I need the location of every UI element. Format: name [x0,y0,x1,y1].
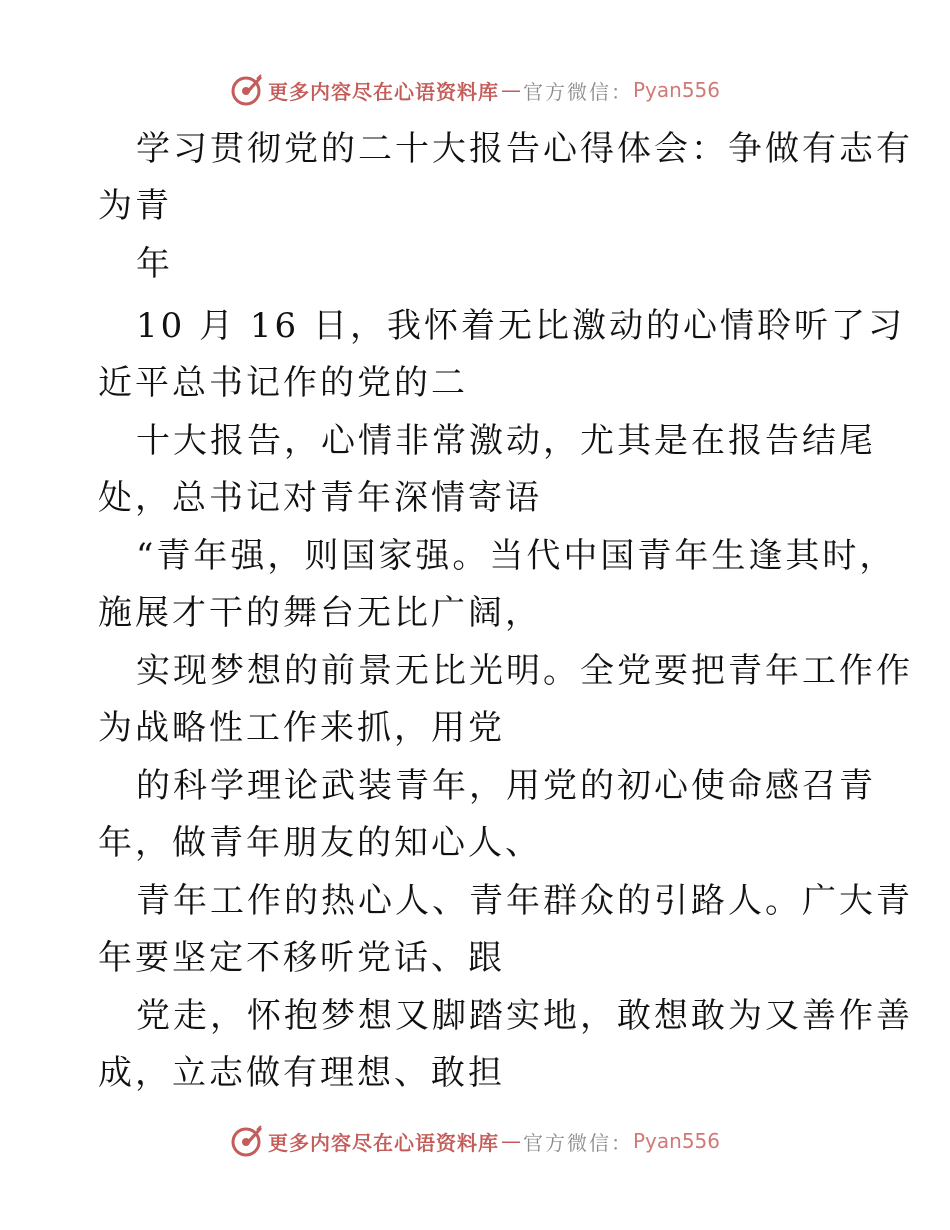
watermark-label: 官方微信： [522,79,633,104]
paragraph-line: 年，做青年朋友的知心人、 [98,823,542,863]
document-body [98,118,913,1100]
title-line-1: 学习贯彻党的二十大报告心得体会：争做有志有 [136,129,913,169]
watermark-main-text: 更多内容尽在心语资料库 [267,79,499,104]
paragraph-line: 年要坚定不移听党话、跟 [98,938,505,978]
watermark-wechat-id: Pyan556 [632,1129,720,1153]
title-line-3: 年 [136,244,173,284]
paragraph-line: 十大报告，心情非常激动，尤其是在报告结尾 [136,421,876,461]
paragraph-line: 处，总书记对青年深情寄语 [98,478,542,518]
watermark-label: 官方微信： [522,1130,633,1155]
watermark-dash: — [500,1129,521,1153]
footer-watermark [0,1121,950,1161]
paragraph-line: 的科学理论武装青年，用党的初心使命感召青 [136,766,876,806]
paragraph-line: 实现梦想的前景无比光明。全党要把青年工作作 [136,651,913,691]
paragraph-line: 成，立志做有理想、敢担 [98,1053,505,1093]
quill-logo-icon [230,1124,264,1158]
watermark-dash: — [500,78,521,102]
paragraph-line: 10 月 16 日，我怀着无比激动的心情聆听了习 [136,306,905,346]
title-line-2: 为青 [98,186,172,226]
quill-logo-icon [230,73,264,107]
header-watermark [0,70,950,110]
paragraph-line: 近平总书记作的党的二 [98,363,468,403]
paragraph-line: “青年强，则国家强。当代中国青年生逢其时， [136,536,897,576]
paragraph-line: 青年工作的热心人、青年群众的引路人。广大青 [136,881,913,921]
paragraph-line: 党走，怀抱梦想又脚踏实地，敢想敢为又善作善 [136,996,913,1036]
paragraph-line: 为战略性工作来抓，用党 [98,708,505,748]
watermark-main-text: 更多内容尽在心语资料库 [267,1130,499,1155]
watermark-wechat-id: Pyan556 [632,78,720,102]
paragraph-line: 施展才干的舞台无比广阔， [98,593,542,633]
